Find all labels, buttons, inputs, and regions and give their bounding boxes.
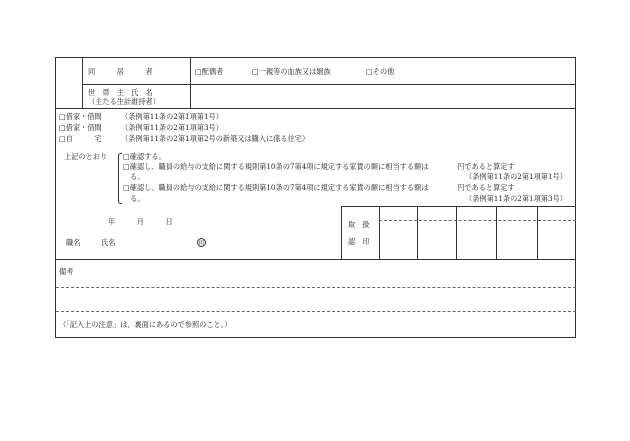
confirm-option-1[interactable]: □確認する。: [123, 152, 166, 161]
signature-date: 年 月 日: [108, 217, 173, 226]
left-margin-divider: [82, 58, 83, 108]
stamp-cell-divider-3: [496, 206, 497, 259]
confirm-option-3-ref: （条例第11条の2第1項第3号）: [465, 194, 567, 203]
stamp-cell-divider-1: [417, 206, 418, 259]
confirmation-brace: [118, 153, 122, 204]
confirm-option-2-ref: （条例第11条の2第1項第1号）: [465, 172, 567, 181]
handler-label-line1: 取 扱: [348, 220, 370, 229]
housing-note-1: （条例第11条の2第1項第1号）: [121, 112, 223, 121]
housing-type-1[interactable]: □借家・借間: [59, 112, 102, 121]
cohabitant-option-spouse[interactable]: □配偶者: [195, 67, 224, 76]
housing-allowance-form: [55, 57, 576, 338]
householder-sublabel: （主たる生計維持者）: [88, 97, 160, 106]
housing-type-2[interactable]: □借家・借間: [59, 123, 102, 132]
confirm-option-2-cont: る。: [130, 172, 145, 181]
householder-label: 世 帯 主 氏 名: [88, 88, 153, 97]
remarks-dashed-line-1: [56, 287, 576, 288]
remarks-label: 備考: [59, 267, 74, 276]
handler-label-line2: 認 印: [348, 237, 370, 246]
stamp-cell-divider-4: [537, 206, 538, 259]
housing-type-3[interactable]: □自 宅: [59, 134, 102, 143]
cohabitant-option-other[interactable]: □その他: [366, 67, 395, 76]
cohabitant-label: 同 居 者: [88, 67, 153, 76]
remarks-field[interactable]: [58, 289, 574, 309]
row-divider-2: [56, 108, 576, 109]
householder-name-field[interactable]: [192, 86, 574, 106]
cohabitant-option-relative[interactable]: □一親等の血族又は姻族: [252, 67, 331, 76]
confirmation-lead: 上記のとおり: [64, 152, 108, 161]
row-divider-1: [82, 84, 576, 85]
housing-note-3: （条例第11条の2第1項第2号の新築又は購入に係る住宅）: [121, 134, 310, 143]
confirm-option-2[interactable]: □確認し、職員の給与の支給に関する規則第10条の7第4項に規定する家賃の額に相当する額は 円であると算定す: [123, 162, 515, 171]
stamp-label-divider: [379, 206, 380, 259]
footer-note: （「記入上の注意」は、裏面にあるので参照のこと。）: [59, 320, 232, 329]
confirm-option-3-cont: る。: [130, 194, 145, 203]
stamp-area-left-border: [341, 206, 342, 259]
stamp-area-top-border: [341, 206, 576, 207]
signature-name: 氏名: [101, 238, 116, 247]
stamp-cells-dashed-line: [379, 220, 576, 221]
confirm-option-3[interactable]: □確認し、職員の給与の支給に関する規則第10条の7第4項に規定する家賃の額に相当する額は 円であると算定す: [123, 183, 515, 192]
signature-title: 職名: [66, 238, 81, 247]
remarks-dashed-line-2: [56, 311, 576, 312]
remarks-top-border: [56, 259, 576, 260]
housing-note-2: （条例第11条の2第1項第3号）: [121, 123, 223, 132]
label-column-divider: [190, 58, 191, 108]
seal-mark-icon: 印: [198, 240, 205, 247]
stamp-cell-divider-2: [456, 206, 457, 259]
